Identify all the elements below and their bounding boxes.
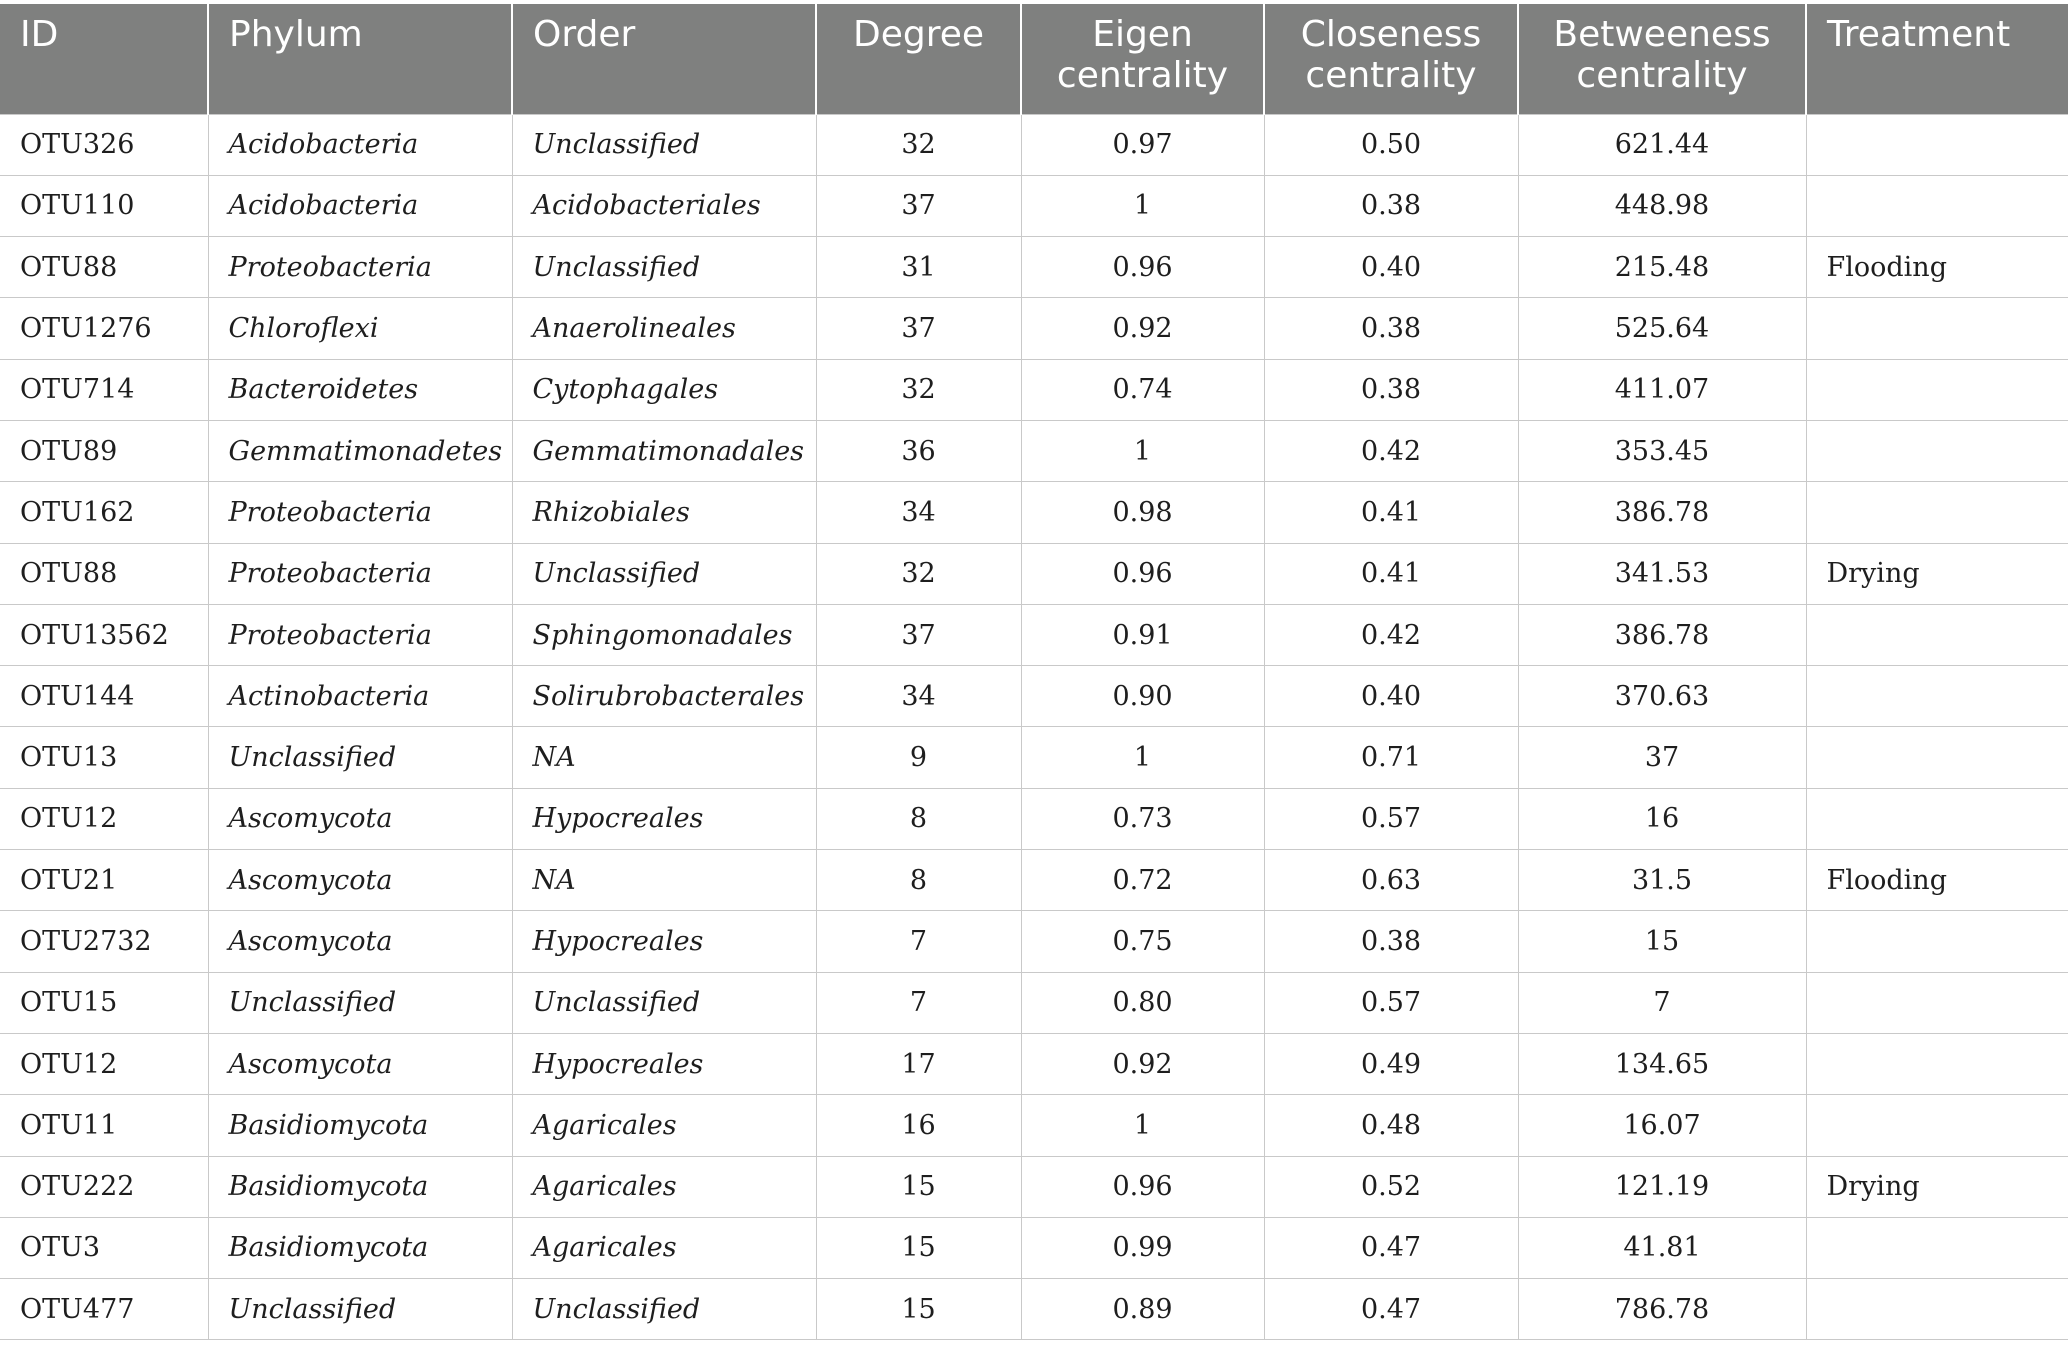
cell-degree: 7 (816, 972, 1021, 1033)
table-row (0, 1095, 2068, 1156)
cell-phylum: Proteobacteria (208, 543, 512, 604)
cell-phylum: Ascomycota (208, 850, 512, 911)
cell-closeness-centrality: 0.50 (1264, 114, 1518, 175)
cell-phylum: Gemmatimonadetes (208, 420, 512, 481)
cell-order: Hypocreales (512, 1033, 816, 1094)
cell-betweeness-centrality: 16.07 (1518, 1095, 1806, 1156)
cell-phylum: Unclassified (208, 727, 512, 788)
cell-betweeness-centrality: 525.64 (1518, 298, 1806, 359)
cell-id: OTU144 (0, 666, 208, 727)
cell-phylum: Actinobacteria (208, 666, 512, 727)
cell-id: OTU2732 (0, 911, 208, 972)
cell-betweeness-centrality: 353.45 (1518, 420, 1806, 481)
cell-id: OTU1276 (0, 298, 208, 359)
table-row (0, 543, 2068, 604)
cell-id: OTU222 (0, 1156, 208, 1217)
cell-phylum: Ascomycota (208, 911, 512, 972)
cell-id: OTU13562 (0, 604, 208, 665)
cell-id: OTU11 (0, 1095, 208, 1156)
col-header-betweeness-centrality: Betweeness centrality (1518, 4, 1806, 114)
table-row (0, 298, 2068, 359)
cell-degree: 9 (816, 727, 1021, 788)
cell-order: Agaricales (512, 1095, 816, 1156)
cell-closeness-centrality: 0.57 (1264, 788, 1518, 849)
cell-order: Sphingomonadales (512, 604, 816, 665)
cell-betweeness-centrality: 786.78 (1518, 1279, 1806, 1340)
cell-order: Hypocreales (512, 788, 816, 849)
cell-closeness-centrality: 0.47 (1264, 1217, 1518, 1278)
cell-phylum: Ascomycota (208, 1033, 512, 1094)
cell-closeness-centrality: 0.41 (1264, 482, 1518, 543)
header-row (0, 4, 2068, 114)
cell-id: OTU477 (0, 1279, 208, 1340)
cell-closeness-centrality: 0.49 (1264, 1033, 1518, 1094)
cell-betweeness-centrality: 16 (1518, 788, 1806, 849)
cell-treatment (1806, 298, 2068, 359)
cell-id: OTU162 (0, 482, 208, 543)
cell-degree: 7 (816, 911, 1021, 972)
cell-eigen-centrality: 0.91 (1021, 604, 1264, 665)
col-header-eigen-centrality: Eigen centrality (1021, 4, 1264, 114)
table-row (0, 359, 2068, 420)
cell-closeness-centrality: 0.63 (1264, 850, 1518, 911)
cell-degree: 37 (816, 604, 1021, 665)
cell-treatment (1806, 666, 2068, 727)
cell-phylum: Basidiomycota (208, 1156, 512, 1217)
cell-closeness-centrality: 0.71 (1264, 727, 1518, 788)
table-row (0, 1156, 2068, 1217)
cell-eigen-centrality: 0.98 (1021, 482, 1264, 543)
cell-treatment (1806, 359, 2068, 420)
cell-treatment: Flooding (1806, 850, 2068, 911)
cell-id: OTU326 (0, 114, 208, 175)
cell-degree: 37 (816, 175, 1021, 236)
cell-degree: 36 (816, 420, 1021, 481)
cell-eigen-centrality: 0.75 (1021, 911, 1264, 972)
cell-closeness-centrality: 0.52 (1264, 1156, 1518, 1217)
cell-order: Unclassified (512, 237, 816, 298)
table-row (0, 237, 2068, 298)
cell-phylum: Unclassified (208, 972, 512, 1033)
table-row (0, 972, 2068, 1033)
cell-degree: 15 (816, 1217, 1021, 1278)
cell-order: Gemmatimonadales (512, 420, 816, 481)
cell-degree: 32 (816, 359, 1021, 420)
cell-phylum: Proteobacteria (208, 237, 512, 298)
cell-closeness-centrality: 0.41 (1264, 543, 1518, 604)
cell-phylum: Ascomycota (208, 788, 512, 849)
cell-betweeness-centrality: 15 (1518, 911, 1806, 972)
cell-order: Acidobacteriales (512, 175, 816, 236)
cell-degree: 34 (816, 666, 1021, 727)
cell-degree: 8 (816, 850, 1021, 911)
cell-betweeness-centrality: 215.48 (1518, 237, 1806, 298)
cell-betweeness-centrality: 411.07 (1518, 359, 1806, 420)
cell-eigen-centrality: 1 (1021, 727, 1264, 788)
cell-phylum: Proteobacteria (208, 482, 512, 543)
cell-closeness-centrality: 0.38 (1264, 175, 1518, 236)
cell-treatment (1806, 1095, 2068, 1156)
cell-eigen-centrality: 1 (1021, 175, 1264, 236)
col-header-id: ID (0, 4, 208, 114)
cell-betweeness-centrality: 341.53 (1518, 543, 1806, 604)
cell-degree: 15 (816, 1156, 1021, 1217)
cell-id: OTU12 (0, 788, 208, 849)
cell-treatment (1806, 1279, 2068, 1340)
col-header-treatment: Treatment (1806, 4, 2068, 114)
cell-degree: 17 (816, 1033, 1021, 1094)
cell-betweeness-centrality: 386.78 (1518, 604, 1806, 665)
cell-treatment: Flooding (1806, 237, 2068, 298)
cell-treatment (1806, 972, 2068, 1033)
cell-treatment (1806, 114, 2068, 175)
cell-eigen-centrality: 0.90 (1021, 666, 1264, 727)
cell-degree: 16 (816, 1095, 1021, 1156)
cell-treatment (1806, 420, 2068, 481)
cell-id: OTU714 (0, 359, 208, 420)
cell-id: OTU88 (0, 543, 208, 604)
cell-order: Cytophagales (512, 359, 816, 420)
table-row (0, 788, 2068, 849)
cell-degree: 37 (816, 298, 1021, 359)
cell-betweeness-centrality: 134.65 (1518, 1033, 1806, 1094)
cell-closeness-centrality: 0.38 (1264, 359, 1518, 420)
cell-treatment (1806, 727, 2068, 788)
cell-eigen-centrality: 0.74 (1021, 359, 1264, 420)
col-header-degree: Degree (816, 4, 1021, 114)
cell-order: Unclassified (512, 543, 816, 604)
cell-closeness-centrality: 0.57 (1264, 972, 1518, 1033)
cell-treatment (1806, 911, 2068, 972)
cell-closeness-centrality: 0.42 (1264, 420, 1518, 481)
cell-closeness-centrality: 0.38 (1264, 911, 1518, 972)
cell-id: OTU21 (0, 850, 208, 911)
cell-eigen-centrality: 0.97 (1021, 114, 1264, 175)
cell-degree: 8 (816, 788, 1021, 849)
cell-betweeness-centrality: 31.5 (1518, 850, 1806, 911)
cell-betweeness-centrality: 41.81 (1518, 1217, 1806, 1278)
cell-treatment (1806, 482, 2068, 543)
cell-eigen-centrality: 1 (1021, 1095, 1264, 1156)
cell-betweeness-centrality: 121.19 (1518, 1156, 1806, 1217)
table-row (0, 727, 2068, 788)
cell-degree: 31 (816, 237, 1021, 298)
table-row (0, 1279, 2068, 1340)
table-row (0, 604, 2068, 665)
cell-betweeness-centrality: 448.98 (1518, 175, 1806, 236)
table-row (0, 482, 2068, 543)
cell-id: OTU13 (0, 727, 208, 788)
cell-treatment (1806, 788, 2068, 849)
table-row (0, 420, 2068, 481)
cell-closeness-centrality: 0.48 (1264, 1095, 1518, 1156)
cell-eigen-centrality: 1 (1021, 420, 1264, 481)
table-row (0, 175, 2068, 236)
cell-treatment (1806, 1217, 2068, 1278)
cell-eigen-centrality: 0.99 (1021, 1217, 1264, 1278)
cell-order: NA (512, 727, 816, 788)
cell-eigen-centrality: 0.92 (1021, 298, 1264, 359)
cell-eigen-centrality: 0.73 (1021, 788, 1264, 849)
cell-phylum: Bacteroidetes (208, 359, 512, 420)
cell-phylum: Acidobacteria (208, 175, 512, 236)
cell-phylum: Basidiomycota (208, 1095, 512, 1156)
cell-phylum: Proteobacteria (208, 604, 512, 665)
cell-betweeness-centrality: 621.44 (1518, 114, 1806, 175)
cell-order: Agaricales (512, 1217, 816, 1278)
table-row (0, 666, 2068, 727)
cell-closeness-centrality: 0.38 (1264, 298, 1518, 359)
cell-order: Unclassified (512, 1279, 816, 1340)
cell-treatment (1806, 175, 2068, 236)
table-body (0, 114, 2068, 1340)
cell-degree: 32 (816, 114, 1021, 175)
table-row (0, 850, 2068, 911)
cell-phylum: Unclassified (208, 1279, 512, 1340)
cell-closeness-centrality: 0.40 (1264, 666, 1518, 727)
cell-betweeness-centrality: 370.63 (1518, 666, 1806, 727)
cell-phylum: Basidiomycota (208, 1217, 512, 1278)
cell-degree: 32 (816, 543, 1021, 604)
col-header-phylum: Phylum (208, 4, 512, 114)
cell-eigen-centrality: 0.89 (1021, 1279, 1264, 1340)
cell-betweeness-centrality: 37 (1518, 727, 1806, 788)
cell-order: Anaerolineales (512, 298, 816, 359)
cell-id: OTU3 (0, 1217, 208, 1278)
cell-phylum: Acidobacteria (208, 114, 512, 175)
cell-eigen-centrality: 0.80 (1021, 972, 1264, 1033)
centrality-table (0, 4, 2068, 1340)
cell-order: Agaricales (512, 1156, 816, 1217)
cell-id: OTU15 (0, 972, 208, 1033)
col-header-closeness-centrality: Closeness centrality (1264, 4, 1518, 114)
cell-eigen-centrality: 0.96 (1021, 543, 1264, 604)
table-row (0, 1033, 2068, 1094)
cell-id: OTU110 (0, 175, 208, 236)
cell-id: OTU88 (0, 237, 208, 298)
cell-eigen-centrality: 0.96 (1021, 1156, 1264, 1217)
table-row (0, 911, 2068, 972)
cell-degree: 15 (816, 1279, 1021, 1340)
cell-order: Hypocreales (512, 911, 816, 972)
cell-eigen-centrality: 0.72 (1021, 850, 1264, 911)
cell-order: Unclassified (512, 114, 816, 175)
cell-phylum: Chloroflexi (208, 298, 512, 359)
cell-order: NA (512, 850, 816, 911)
cell-order: Unclassified (512, 972, 816, 1033)
col-header-order: Order (512, 4, 816, 114)
cell-closeness-centrality: 0.42 (1264, 604, 1518, 665)
table-row (0, 114, 2068, 175)
cell-closeness-centrality: 0.40 (1264, 237, 1518, 298)
cell-treatment: Drying (1806, 543, 2068, 604)
cell-id: OTU89 (0, 420, 208, 481)
cell-treatment (1806, 604, 2068, 665)
cell-degree: 34 (816, 482, 1021, 543)
cell-treatment (1806, 1033, 2068, 1094)
cell-order: Rhizobiales (512, 482, 816, 543)
cell-id: OTU12 (0, 1033, 208, 1094)
cell-treatment: Drying (1806, 1156, 2068, 1217)
cell-closeness-centrality: 0.47 (1264, 1279, 1518, 1340)
cell-order: Solirubrobacterales (512, 666, 816, 727)
cell-betweeness-centrality: 386.78 (1518, 482, 1806, 543)
cell-betweeness-centrality: 7 (1518, 972, 1806, 1033)
table-row (0, 1217, 2068, 1278)
cell-eigen-centrality: 0.96 (1021, 237, 1264, 298)
cell-eigen-centrality: 0.92 (1021, 1033, 1264, 1094)
